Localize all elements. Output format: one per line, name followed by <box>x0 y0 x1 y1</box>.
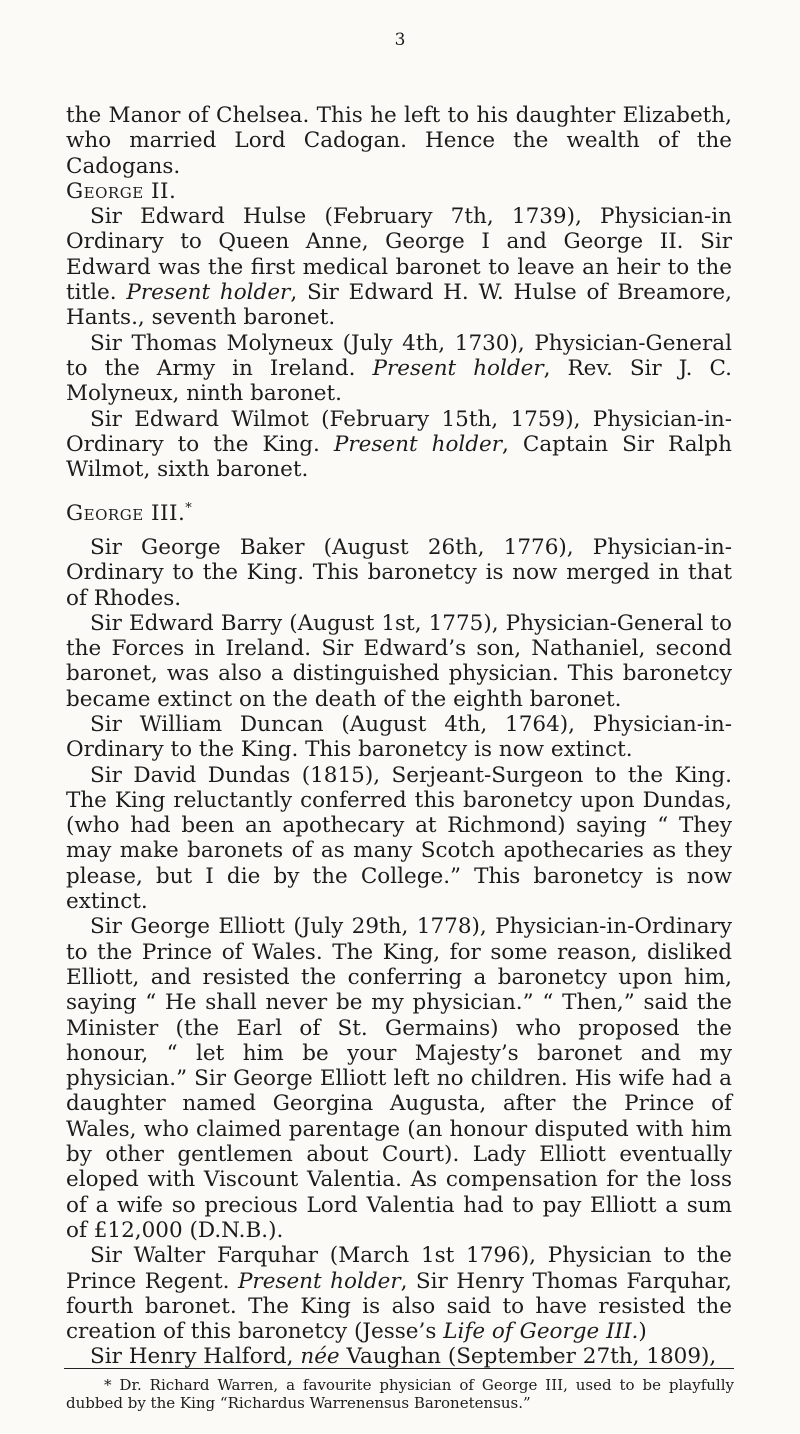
text-run: Sir Edward Barry (August 1st, 1775), Physician-General to the Forces in Ireland. Sir Edward’s son, Nathaniel, second baronet, was also a distinguished physician. This baronetcy became extinct on the death of the eighth baronet. <box>66 610 732 712</box>
text-run: , Sir Edward H. W. Hulse of Breamore, Hants., seventh baronet. <box>66 280 732 331</box>
text-run: ) <box>638 1319 647 1345</box>
text-run: , Rev. Sir J. C. Molyneux, ninth baronet. <box>66 355 732 407</box>
paragraph <box>66 611 732 712</box>
text-run: Sir Henry Halford, <box>90 1344 301 1370</box>
footnote <box>66 1376 734 1412</box>
paragraph <box>66 103 732 179</box>
italic-text: Life of George III. <box>443 1319 639 1345</box>
paragraph <box>66 407 732 483</box>
footnote-text: * Dr. Richard Warren, a favourite physician of George III, used to be playfully dubbed by the King “Richardus Warrenensus Baronetensus.” <box>66 1376 734 1412</box>
paragraph <box>66 1243 732 1344</box>
text-run: Vaughan (September 27th, 1809), <box>339 1344 717 1370</box>
paragraph <box>66 1344 732 1369</box>
text-run: Sir David Dundas (1815), Serjeant-Surgeon to the King. The King reluctantly conferred this baronetcy upon Dundas, (who had been an apothecary at Richmond) saying “ They may make baronets of as many Scotch apothecaries as they please, but I die by the College.” This baronetcy is now extinct. <box>66 762 732 915</box>
text-run: , Captain Sir Ralph Wilmot, sixth baronet. <box>66 431 733 483</box>
text-run: George II. <box>66 178 177 204</box>
text-run: Sir Thomas Molyneux (July 4th, 1730), Physician-General to the Army in Ireland. <box>66 330 732 381</box>
paragraph <box>66 712 732 763</box>
footnote-marker: * <box>185 501 193 517</box>
footnote-divider <box>64 1368 734 1369</box>
text-run: Sir William Duncan (August 4th, 1764), Physician-in-Ordinary to the King. This baronetcy is now extinct. <box>66 711 732 763</box>
italic-text: Present holder <box>333 431 503 457</box>
text-run: Sir Walter Farquhar (March 1st 1796), Physician to the Prince Regent. <box>66 1243 732 1294</box>
text-run: , Sir Henry Thomas Farquhar, fourth baronet. The King is also said to have resisted the creation of this baronetcy (Jesse’s <box>66 1268 732 1345</box>
paragraph <box>66 763 732 915</box>
text-run: Sir George Elliott (July 29th, 1778), Physician-in-Ordinary to the Prince of Wales. The King, for some reason, disliked Elliott, and resisted the conferring a baronetcy upon him, saying “ He shall never be my physician.” “ Then,” said the Minister (the Earl of St. Germains) who proposed the honour, “ let him be your Majesty’s baronet and my physician.” Sir George Elliott left no children. His wife had a daughter named Georgina Augusta, after the Prince of Wales, who claimed parentage (an honour disputed with him by other gentlemen about Court). Lady Elliott eventually eloped with Viscount Valentia. As compensation for the loss of a wife so precious Lord Valentia had to pay Elliott a sum of £12,000 (D.N.B.). <box>66 914 732 1243</box>
italic-text: Present holder <box>126 280 291 306</box>
body-text <box>66 103 732 1370</box>
paragraph <box>66 914 732 1243</box>
italic-text: née <box>300 1344 340 1370</box>
paragraph <box>66 204 732 330</box>
text-run: the Manor of Chelsea. This he left to his daughter Elizabeth, who married Lord Cadogan. Hence the wealth of the Cadogans. <box>66 103 732 179</box>
text-run: Sir Edward Wilmot (February 15th, 1759), Physician-in-Ordinary to the King. <box>66 406 732 457</box>
text-run: Sir George Baker (August 26th, 1776), Physician-in-Ordinary to the King. This baronetcy is now merged in that of Rhodes. <box>66 534 732 611</box>
italic-text: Present holder <box>237 1268 401 1294</box>
section-heading <box>66 496 732 526</box>
text-run: George III. <box>66 501 186 527</box>
text-run: Sir Edward Hulse (February 7th, 1739), Physician-in Ordinary to Queen Anne, George I and George II. Sir Edward was the first medical baronet to leave an heir to the title. <box>66 204 732 306</box>
paragraph <box>66 331 732 407</box>
page-number: 3 <box>394 30 406 50</box>
italic-text: Present holder <box>372 355 544 381</box>
paragraph <box>66 535 732 611</box>
section-heading <box>66 179 732 204</box>
